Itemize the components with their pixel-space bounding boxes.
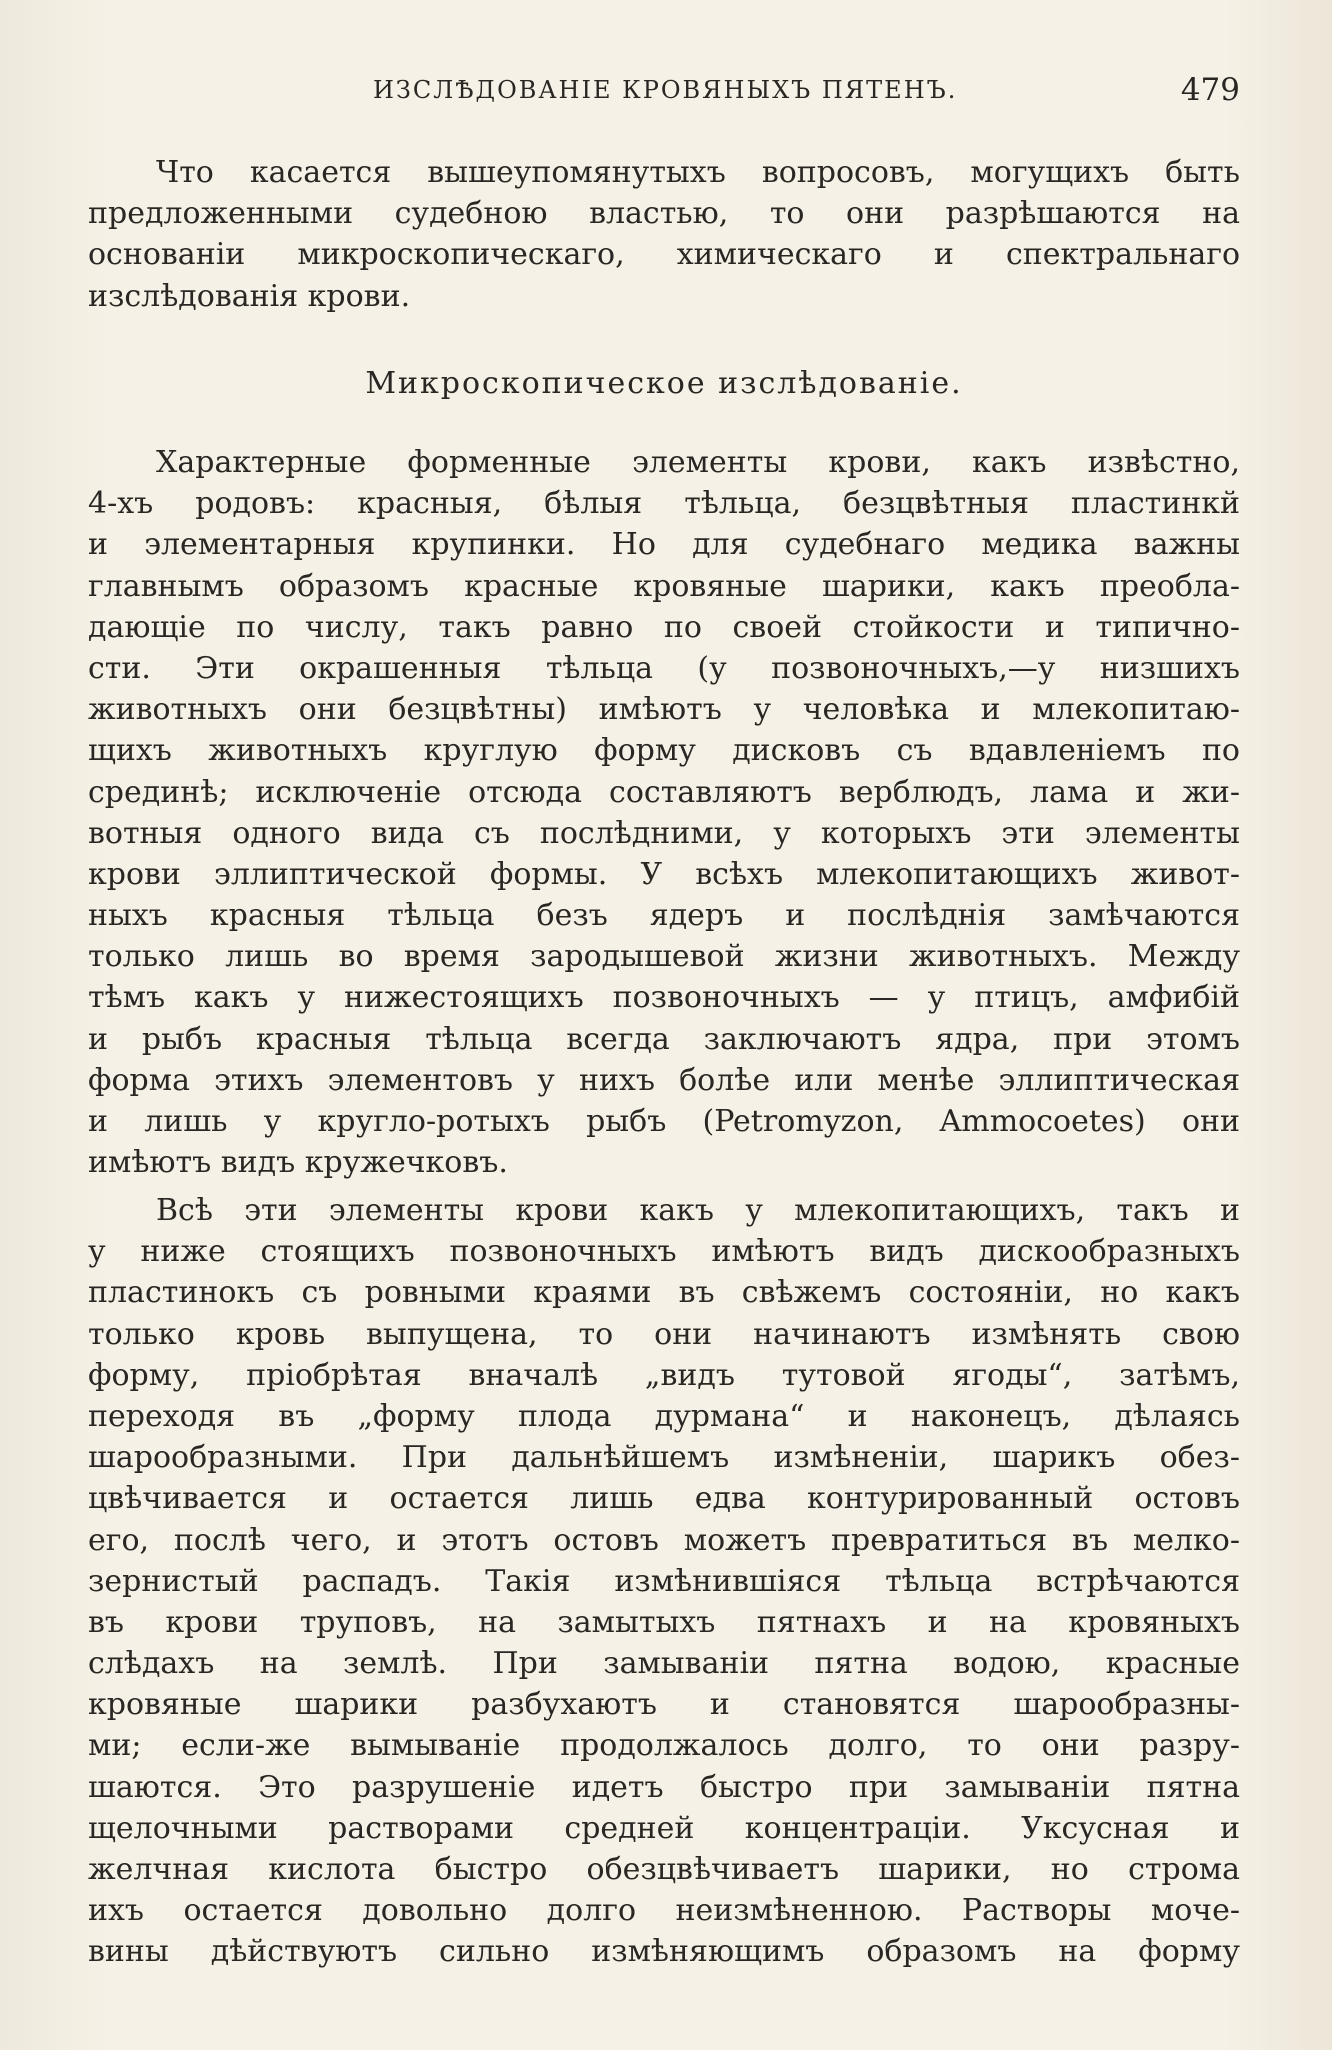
text-line: Что касается вышеупомянутыхъ вопросовъ, могущихъ быть — [156, 155, 1240, 190]
text-line: и рыбъ красныя тѣльца всегда заключаютъ ядра, при этомъ — [88, 1021, 1240, 1057]
text-line: дающіе по числу, такъ равно по своей стойкости и типично- — [88, 609, 1240, 645]
text-line: кровяные шарики разбухаютъ и становятся шарообразны- — [88, 1687, 1240, 1723]
text-line: шаются. Это разрушеніе идетъ быстро при замываніи пятна — [88, 1769, 1240, 1805]
text-line: щелочными растворами средней концентраціи. Уксусная и — [88, 1810, 1240, 1846]
body-paragraph-2 — [88, 1190, 1240, 1973]
text-line: срединѣ; исключеніе отсюда составляютъ верблюдъ, лама и жи- — [88, 774, 1240, 810]
text-line: 4-хъ родовъ: красныя, бѣлыя тѣльца, безцвѣтныя пластинкй — [88, 486, 1240, 522]
text-line: вотныя одного вида съ послѣдними, у которыхъ эти элементы — [88, 815, 1240, 851]
text-line: пластинокъ съ ровными краями въ свѣжемъ состояніи, но какъ — [88, 1275, 1240, 1311]
text-line: переходя въ „форму плода дурмана“ и наконецъ, дѣлаясь — [88, 1398, 1240, 1434]
running-title: ИЗСЛѢДОВАНІЕ КРОВЯНЫХЪ ПЯТЕНЪ. — [373, 76, 958, 104]
body-paragraph-1 — [88, 442, 1240, 1183]
text-line: тѣмъ какъ у нижестоящихъ позвоночныхъ — у птицъ, амфибій — [88, 980, 1240, 1016]
text-line: его, послѣ чего, и этотъ остовъ можетъ превратиться въ мелко- — [88, 1522, 1240, 1558]
text-line: имѣютъ видъ кружечковъ. — [88, 1145, 508, 1181]
page-header — [88, 72, 1242, 112]
text-line: основаніи микроскопическаго, химическаго и спектральнаго — [88, 237, 1240, 273]
text-line: ихъ остается довольно долго неизмѣненною. Растворы моче- — [88, 1893, 1240, 1929]
page-number: 479 — [1180, 72, 1240, 108]
text-line: форму, пріобрѣтая вначалѣ „видъ тутовой ягоды“, затѣмъ, — [88, 1357, 1240, 1393]
text-line: главнымъ образомъ красные кровяные шарики, какъ преобла- — [88, 568, 1240, 604]
text-line: только лишь во время зародышевой жизни животныхъ. Между — [88, 939, 1240, 975]
text-line: у ниже стоящихъ позвоночныхъ имѣютъ видъ дискообразныхъ — [88, 1234, 1240, 1270]
text-line: Характерные форменные элементы крови, какъ извѣстно, — [156, 445, 1240, 480]
text-line: только кровь выпущена, то они начинаютъ измѣнять свою — [88, 1316, 1240, 1352]
text-line: зернистый распадъ. Такія измѣнившіяся тѣльца встрѣчаются — [88, 1563, 1240, 1599]
text-line: предложенными судебною властью, то они разрѣшаются на — [88, 196, 1240, 232]
text-line: форма этихъ элементовъ у нихъ болѣе или менѣе эллиптическая — [88, 1062, 1240, 1098]
text-line: ныхъ красныя тѣльца безъ ядеръ и послѣднія замѣчаются — [88, 898, 1240, 934]
text-line: въ крови труповъ, на замытыхъ пятнахъ и на кровяныхъ — [88, 1604, 1240, 1640]
text-line: изслѣдованія крови. — [88, 278, 411, 314]
text-line: слѣдахъ на землѣ. При замываніи пятна водою, красные — [88, 1646, 1240, 1682]
text-line: вины дѣйствуютъ сильно измѣняющимъ образомъ на форму — [88, 1934, 1240, 1970]
text-line: и элементарныя крупинки. Но для судебнаго медика важны — [88, 527, 1240, 563]
text-line: сти. Эти окрашенныя тѣльца (у позвоночныхъ,—у низшихъ — [88, 650, 1240, 686]
text-line: крови эллиптической формы. У всѣхъ млекопитающихъ живот- — [88, 856, 1240, 892]
text-line: Всѣ эти элементы крови какъ у млекопитающихъ, такъ и — [156, 1193, 1240, 1228]
text-line: щихъ животныхъ круглую форму дисковъ съ вдавленіемъ по — [88, 733, 1240, 769]
text-line: животныхъ они безцвѣтны) имѣютъ у человѣка и млекопитаю- — [88, 692, 1240, 728]
text-line: цвѣчивается и остается лишь едва контурированный остовъ — [88, 1481, 1240, 1517]
text-line: шарообразными. При дальнѣйшемъ измѣненіи, шарикъ обез- — [88, 1440, 1240, 1476]
intro-paragraph — [88, 152, 1240, 317]
text-line: желчная кислота быстро обезцвѣчиваетъ шарики, но строма — [88, 1852, 1240, 1887]
section-heading: Микроскопическое изслѣдованіе. — [365, 366, 963, 401]
text-line: и лишь у кругло-ротыхъ рыбъ (Petromyzon, Ammocoetes) они — [88, 1104, 1240, 1139]
text-line: ми; если-же вымываніе продолжалось долго, то они разру- — [88, 1728, 1240, 1764]
